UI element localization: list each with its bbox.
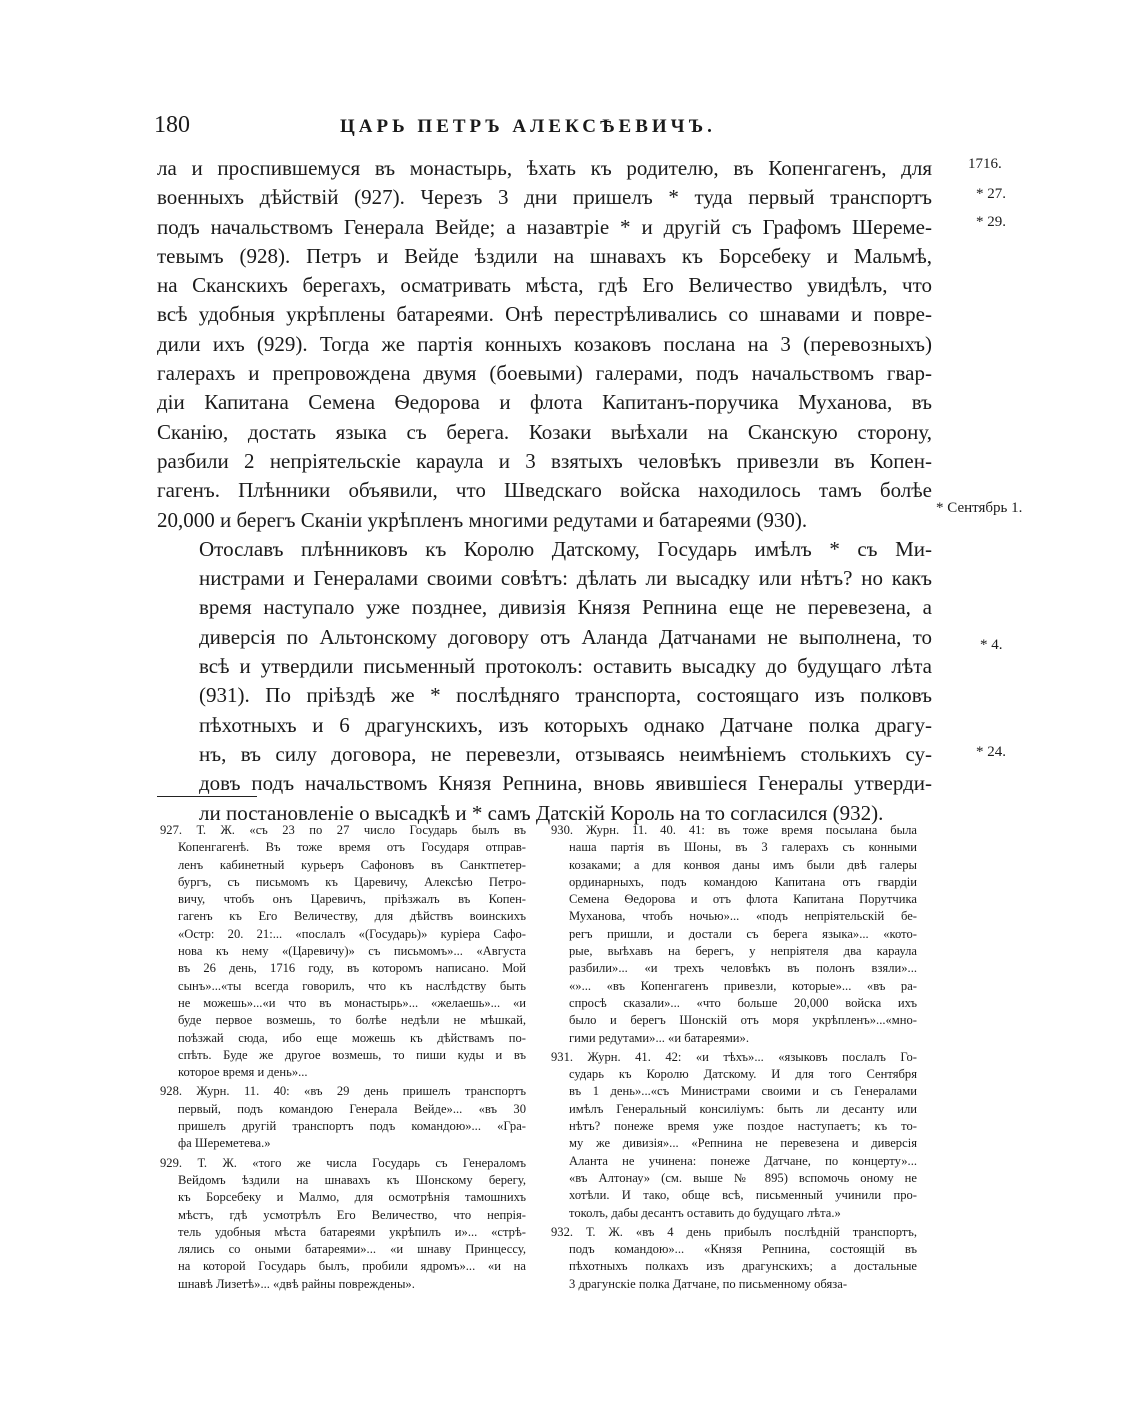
footnote-line: первый, подъ командою Генерала Вейде»... «въ 30 (178, 1101, 526, 1116)
footnote (551, 1224, 917, 1293)
footnote-line: тель удобныя мѣста батареями укрѣпилъ и»... «стрѣ- (178, 1224, 526, 1239)
margin-note-year: 1716. (968, 156, 1002, 172)
footnote-line: въ 26 день, 1716 году, въ которомъ написано. Мой (178, 961, 526, 976)
footnote (160, 1083, 526, 1152)
footnote-line: «»... «въ Копенгагенъ привезли, которые»... «въ ра- (569, 978, 917, 993)
text-line: тевымъ (928). Петръ и Вейде ѣздили на шнавахъ къ Борсебеку и Мальмѣ, (157, 243, 932, 268)
text-line: время наступало уже позднее, дивизія Князя Репнина еще не перевезена, а (199, 595, 932, 620)
footnote-line: наша партія въ Шоны, въ 3 галерахъ съ конными (569, 840, 917, 855)
text-line: военныхъ дѣйствій (927). Черезъ 3 дни пришелъ * туда первый транспортъ (157, 185, 932, 210)
text-line: диверсія по Альтонскому договору отъ Аланда Датчанами не выполнена, то (199, 624, 932, 649)
footnote-line: козаками; а для конвоя даны имъ были двѣ галеры (569, 857, 917, 872)
text-line: Сканію, достать языка съ берега. Козаки выѣхали на Сканскую сторону, (157, 419, 932, 444)
footnote-line: спросѣ сказали»... «что больше 20,000 войска ихъ (569, 995, 917, 1010)
footnote-line: нѣтъ? понеже время уже поздое наступаетъ; къ то- (569, 1119, 917, 1134)
footnote-line: 932. Т. Ж. «въ 4 день прибылъ послѣдній транспортъ, (551, 1224, 917, 1239)
footnote-line: ординарныхъ, подъ командою Капитана отъ гвардіи (569, 874, 917, 889)
footnote-line: пришелъ другій транспортъ подъ командою»... «Гра- (178, 1119, 526, 1134)
text-line: дили ихъ (929). Тогда же партія конныхъ козаковъ послана на 3 (перевозныхъ) (157, 331, 932, 356)
text-line: нъ, въ силу договора, не перевезли, отзываясь неимѣніемъ столькихъ су- (199, 741, 932, 766)
footnote-line: Вейдомъ ѣздили на шнавахъ къ Шонскому берегу, (178, 1172, 526, 1187)
footnote-line: 929. Т. Ж. «того же числа Государь съ Генераломъ (160, 1155, 526, 1170)
footnote-line: Копенгагенѣ. Въ тоже время отъ Государя отправ- (178, 840, 526, 855)
footnote-line: шнавѣ Лизетѣ»... «двѣ райны повреждены». (178, 1276, 415, 1291)
footnote-line: къ Борсебеку и Малмо, для осмотрѣнія тамошнихъ (178, 1190, 526, 1205)
footnote-line: ленъ кабинетный курьеръ Сафоновъ въ Санктпетер- (178, 857, 526, 872)
page-header (0, 112, 1140, 146)
footnote-line: имѣлъ Генеральный консиліумъ: быть ли десанту или (569, 1101, 917, 1116)
margin-note-date-27: * 27. (976, 186, 1006, 202)
footnote (160, 822, 526, 1081)
text-line: довъ подъ начальствомъ Князя Репнина, вновь явившіеся Генералы утверди- (199, 771, 932, 796)
paragraph-2 (157, 535, 932, 828)
footnote-line: сударь къ Королю Датскому. И для того Сентября (569, 1067, 917, 1082)
footnote-line: буде первое возмешь, то болѣе недѣли не мѣшкай, (178, 1013, 526, 1028)
main-text (157, 154, 932, 828)
footnotes-left-column (160, 822, 526, 1295)
footnote-line: 931. Журн. 41. 42: «и тѣхъ»... «языковъ послалъ Го- (551, 1049, 917, 1064)
footnote-line: поѣзжай сюда, ибо еще можешь къ дѣйствамъ по- (178, 1030, 526, 1045)
footnote-line: которое время и день»... (178, 1065, 308, 1080)
text-line: подъ начальствомъ Генерала Вейде; а назавтріе * и другій съ Графомъ Шереме- (157, 214, 932, 239)
footnote-line: на которой Государь былъ, пробили ядромъ»... «и на (178, 1259, 526, 1274)
text-line: галерахъ и препровождена двумя (боевыми) галерами, подъ начальствомъ гвар- (157, 361, 932, 386)
footnote-line: «Остр: 20. 21:... «послалъ «(Государь)» куріера Сафо- (178, 926, 526, 941)
footnote-line: гагенъ къ Его Величеству, для дѣйствъ воинскихъ (178, 909, 526, 924)
footnote (160, 1155, 526, 1293)
footnote (551, 822, 917, 1047)
footnote-line: рые, выѣхавъ на берегъ, у непріятеля два караула (569, 944, 917, 959)
margin-note-date-24: * 24. (976, 744, 1006, 760)
text-line: ла и проспившемуся въ монастырь, ѣхать къ родителю, въ Копенгагенъ, для (157, 156, 932, 180)
footnote-line: вичу, чтобъ онъ Царевичъ, пріѣзжалъ въ Копен- (178, 892, 526, 907)
footnote-line: бургъ, съ письмомъ къ Царевичу, Алексѣю Петро- (178, 874, 526, 889)
text-line: (931). По пріѣздѣ же * послѣдняго транспорта, состоящаго изъ полковъ (199, 683, 932, 708)
margin-note-september: * Сентябрь 1. (936, 500, 1023, 516)
text-line: разбили 2 непріятельскіе караула и 3 взятыхъ человѣкъ привезли въ Копен- (157, 448, 932, 473)
paragraph-1 (157, 154, 932, 535)
text-line: 20,000 и берегъ Сканіи укрѣпленъ многими редутами и батареями (930). (157, 507, 808, 532)
footnote-line: Муханова, чтобъ ночью»... «подъ непріятельскій бе- (569, 909, 917, 924)
footnote-line: подъ командою»... «Князя Репнина, состоящій въ (569, 1242, 917, 1257)
footnote-line: пѣхотныхъ полкахъ изъ драгунскихъ; а достальные (569, 1259, 917, 1274)
footnote-line: мѣстъ, гдѣ усмотрѣлъ Его Величество, что непрія- (178, 1207, 526, 1222)
margin-note-date-29: * 29. (976, 214, 1006, 230)
footnote-line: регъ пришли, и достали съ берега языка»... «кото- (569, 926, 917, 941)
footnote (551, 1049, 917, 1222)
footnote-line: разбили»... «и трехъ человѣкъ въ полонъ взяли»... (569, 961, 917, 976)
footnote-line: было и берегъ Шонскій отъ моря укрѣпленъ»...«мно- (569, 1013, 917, 1028)
footnotes-right-column (551, 822, 917, 1295)
text-line: ли постановленіе о высадкѣ и * самъ Датскій Король на то согласился (932). (199, 800, 884, 825)
running-title: ЦАРЬ ПЕТРЪ АЛЕКСѢЕВИЧЪ. (340, 116, 716, 137)
footnote-separator (157, 796, 257, 797)
footnote-line: сынъ»...«ты всегда говорилъ, что къ наслѣдству быть (178, 978, 526, 993)
footnote-line: токолъ, дабы десантъ оставить до будущаго лѣта.» (569, 1205, 841, 1220)
footnote-line: не можешь»...«и что въ монастырь»... «желаешь»... «и (178, 995, 526, 1010)
footnote-line: фа Шереметева.» (178, 1136, 271, 1151)
footnote-line: нова къ нему «(Царевичу)» съ письмомъ»... «Августа (178, 944, 526, 959)
footnote-line: Семена Ѳедорова и отъ флота Капитана Порутчика (569, 892, 917, 907)
margin-note-date-4: * 4. (980, 637, 1003, 653)
text-line: нистрами и Генералами своими совѣтъ: дѣлать ли высадку или нѣтъ? но какъ (199, 566, 932, 591)
footnote-line: 930. Журн. 11. 40. 41: въ тоже время посылана была (551, 823, 917, 837)
footnote-line: спѣть. Буде же другое возмешь, то пиши куды и въ (178, 1047, 526, 1062)
text-line: на Сканскихъ берегахъ, осматривать мѣста, гдѣ Его Величество увидѣлъ, что (157, 273, 932, 298)
footnote-line: въ 1 день»...«съ Министрами своими и съ Генералами (569, 1084, 917, 1099)
footnote-line: Аланта не учинена: понеже Датчане, по концерту»... (569, 1153, 917, 1168)
footnote-line: 928. Журн. 11. 40: «въ 29 день пришелъ транспортъ (160, 1084, 526, 1099)
footnote-line: 927. Т. Ж. «съ 23 по 27 число Государь былъ въ (160, 823, 526, 837)
text-line: всѣ удобныя укрѣплены батареями. Онѣ перестрѣливались со шнавами и повре- (157, 302, 932, 327)
text-line: всѣ и утвердили письменный протоколъ: оставить высадку до будущаго лѣта (199, 654, 932, 679)
footnote-line: «въ Алтонау» (см. выше № 895) вспомочь оному не (569, 1170, 917, 1185)
footnote-line: му же дивизія»... «Репнина не перевезена и диверсія (569, 1136, 917, 1151)
footnote-line: хотѣли. И тако, обще всѣ, письменный учинили про- (569, 1188, 917, 1203)
text-line: пѣхотныхъ и 6 драгунскихъ, изъ которыхъ однако Датчане полка драгу- (199, 712, 932, 737)
footnote-line: 3 драгунскіе полка Датчане, по письменному обяза- (569, 1276, 848, 1291)
text-line: Отославъ плѣнниковъ къ Королю Датскому, Государь имѣлъ * съ Ми- (199, 536, 932, 561)
footnote-line: гими редутами»... «и батареями». (569, 1030, 749, 1045)
text-line: діи Капитана Семена Ѳедорова и флота Капитанъ-поручика Муханова, въ (157, 390, 932, 415)
text-line: гагенъ. Плѣнники объявили, что Шведскаго войска находилось тамъ болѣе (157, 478, 932, 503)
footnote-line: лялись со оными батареями»... «и шнаву Принцессу, (178, 1242, 526, 1257)
page-number: 180 (154, 112, 190, 138)
